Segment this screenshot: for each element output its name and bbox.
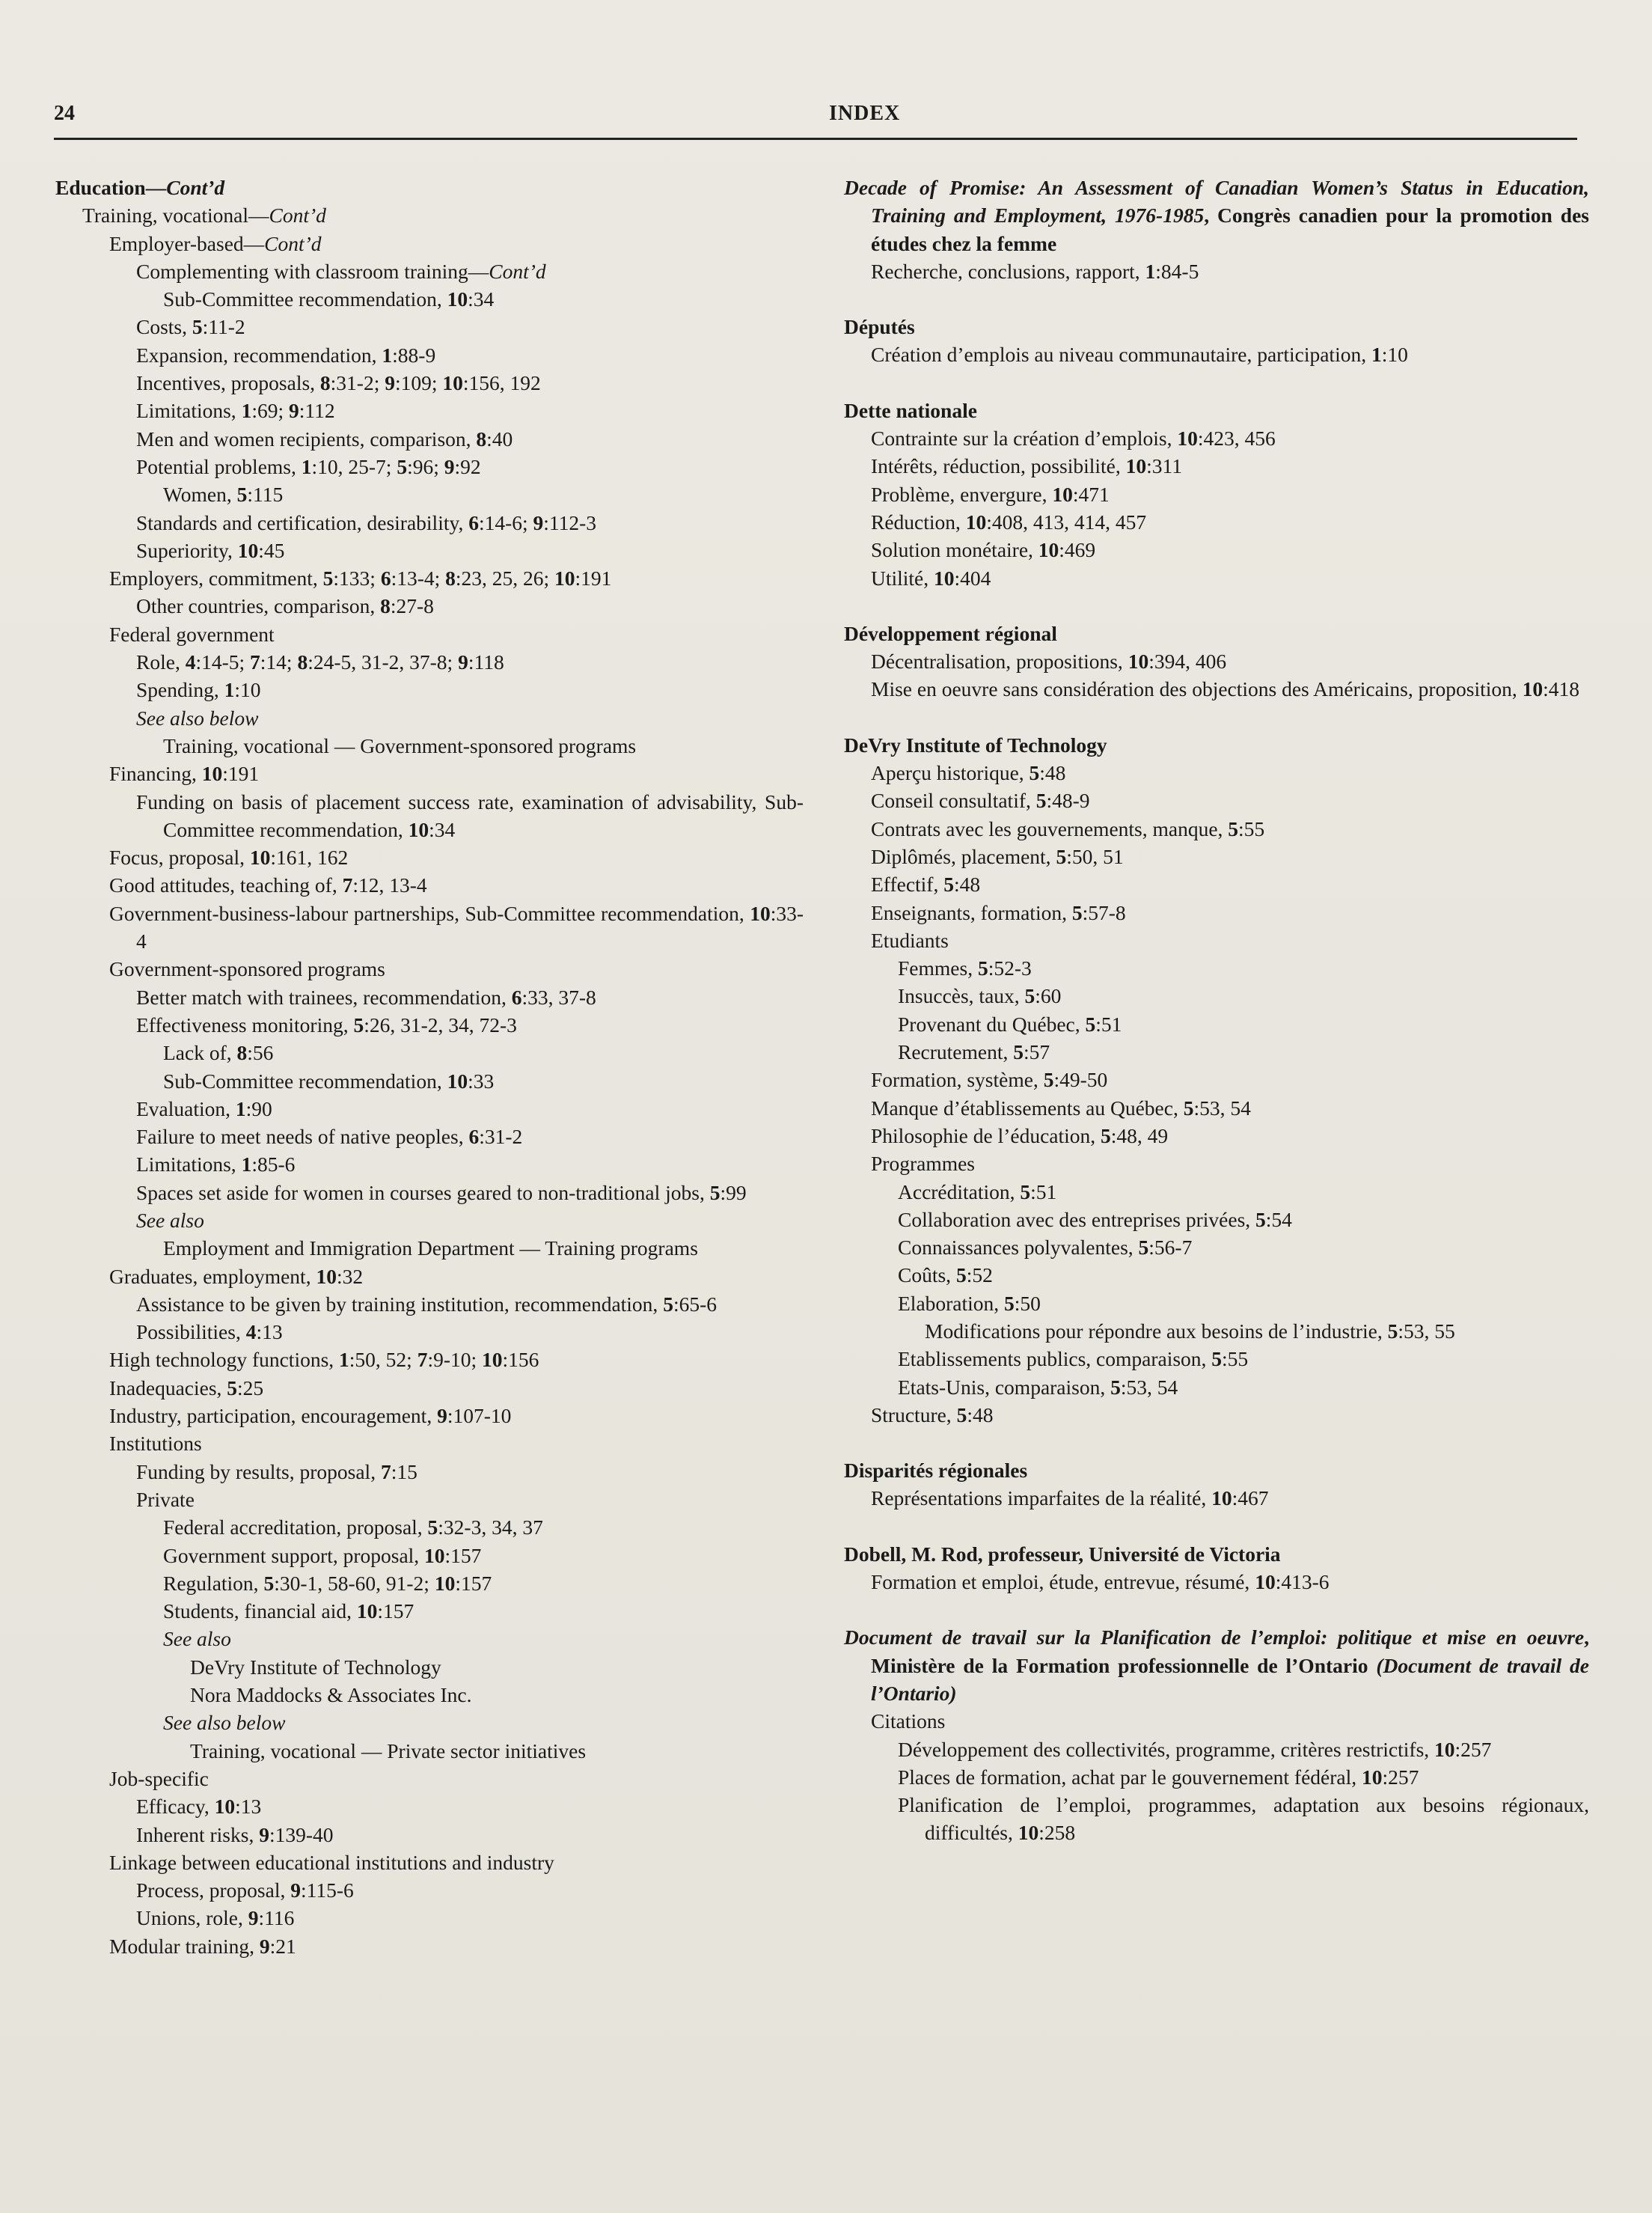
index-entry: Men and women recipients, comparison, 8:40: [136, 427, 513, 451]
entry-spacer: [844, 1596, 1589, 1623]
index-entry: Unions, role, 9:116: [136, 1906, 295, 1930]
index-entry: Etudiants: [871, 928, 949, 952]
index-entry: See also below: [163, 1711, 286, 1735]
index-entry: Inherent risks, 9:139-40: [136, 1822, 334, 1846]
index-entry: Focus, proposal, 10:161, 162: [109, 846, 349, 870]
index-entry: Modifications pour répondre aux besoins de l’industrie, 5:53, 55: [925, 1319, 1455, 1343]
index-entry: Institutions: [109, 1432, 202, 1456]
index-entry: Conseil consultatif, 5:48-9: [871, 789, 1090, 813]
index-entry: Structure, 5:48: [871, 1402, 994, 1426]
index-heading: DeVry Institute of Technology: [844, 733, 1107, 757]
index-entry: Programmes: [871, 1152, 976, 1176]
index-entry: Assistance to be given by training institution, recommendation, 5:65-6: [136, 1292, 717, 1316]
index-entry: Employers, commitment, 5:133; 6:13-4; 8:23, 25, 26; 10:191: [109, 567, 612, 590]
index-entry: Accréditation, 5:51: [898, 1179, 1057, 1203]
index-entry: Femmes, 5:52-3: [898, 956, 1032, 980]
index-entry: Government-business-labour partnerships, Sub-Committee recommendation, 10:33-4: [109, 901, 804, 953]
entry-spacer: [844, 285, 1589, 313]
index-entry: Standards and certification, desirability, 6:14-6; 9:112-3: [136, 510, 597, 534]
index-entry: Limitations, 1:85-6: [136, 1153, 296, 1176]
index-heading: Dobell, M. Rod, professeur, Université de Victoria: [844, 1542, 1281, 1566]
index-entry: Solution monétaire, 10:469: [871, 538, 1096, 562]
index-entry: Industry, participation, encouragement, 9:107-10: [109, 1404, 512, 1428]
index-entry: Effectiveness monitoring, 5:26, 31-2, 34, 72-3: [136, 1013, 517, 1037]
index-entry: Recherche, conclusions, rapport, 1:84-5: [871, 259, 1199, 283]
index-entry: Modular training, 9:21: [109, 1934, 296, 1958]
index-entry: See also below: [136, 706, 259, 730]
entry-spacer: [844, 1513, 1589, 1540]
index-entry: Private: [136, 1487, 195, 1511]
index-entry: Manque d’établissements au Québec, 5:53, 54: [871, 1096, 1251, 1120]
index-entry: Employer-based—Cont’d: [109, 231, 322, 255]
index-entry: Intérêts, réduction, possibilité, 10:311: [871, 454, 1182, 478]
index-entry: Utilité, 10:404: [871, 566, 991, 590]
index-entry: Inadequacies, 5:25: [109, 1376, 264, 1399]
index-entry: Graduates, employment, 10:32: [109, 1264, 364, 1288]
index-entry: Recrutement, 5:57: [898, 1040, 1050, 1064]
entry-spacer: [844, 1429, 1589, 1456]
index-entry: Regulation, 5:30-1, 58-60, 91-2; 10:157: [163, 1571, 492, 1595]
index-entry: Good attitudes, teaching of, 7:12, 13-4: [109, 873, 427, 897]
index-entry: Provenant du Québec, 5:51: [898, 1012, 1122, 1036]
running-head: INDEX: [829, 102, 901, 125]
index-entry: Failure to meet needs of native peoples, 6:31-2: [136, 1125, 523, 1149]
index-entry: Possibilities, 4:13: [136, 1320, 283, 1344]
index-heading: Développement régional: [844, 621, 1057, 645]
index-heading: Document de travail sur la Planification de l’emploi: politique et mise en oeuvre, Ministère de la Formation professionnelle de l’Ontario (Document de travail de l’Ontario): [844, 1626, 1589, 1705]
index-entry: Other countries, comparison, 8:27-8: [136, 594, 434, 618]
index-entry: Financing, 10:191: [109, 762, 260, 786]
index-entry: Décentralisation, propositions, 10:394, 406: [871, 650, 1227, 674]
index-heading: Education—Cont’d: [55, 176, 225, 199]
index-entry: Funding on basis of placement success rate, examination of advisability, Sub-Committee recommendation, 10:34: [136, 790, 804, 841]
index-entry: See also: [163, 1627, 231, 1651]
index-entry: Linkage between educational institutions and industry: [109, 1850, 554, 1874]
index-heading: Disparités régionales: [844, 1459, 1028, 1483]
index-entry: Places de formation, achat par le gouvernement fédéral, 10:257: [898, 1765, 1419, 1789]
index-entry: Better match with trainees, recommendation, 6:33, 37-8: [136, 985, 596, 1009]
index-entry: Students, financial aid, 10:157: [163, 1599, 414, 1623]
index-entry: Role, 4:14-5; 7:14; 8:24-5, 31-2, 37-8; 9:118: [136, 650, 504, 674]
index-heading: Dette nationale: [844, 398, 977, 422]
index-entry: Sub-Committee recommendation, 10:34: [163, 287, 495, 311]
index-entry: Mise en oeuvre sans considération des objections des Américains, proposition, 10:418: [871, 677, 1580, 701]
index-entry: Nora Maddocks & Associates Inc.: [190, 1683, 472, 1707]
index-entry: Process, proposal, 9:115-6: [136, 1878, 354, 1902]
index-entry: Training, vocational — Private sector initiatives: [190, 1739, 587, 1762]
index-entry: Citations: [871, 1709, 946, 1733]
index-entry: Federal government: [109, 622, 275, 646]
index-entry: High technology functions, 1:50, 52; 7:9-10; 10:156: [109, 1348, 539, 1372]
index-entry: Réduction, 10:408, 413, 414, 457: [871, 510, 1147, 534]
index-entry: Formation et emploi, étude, entrevue, résumé, 10:413-6: [871, 1570, 1330, 1594]
index-entry: Employment and Immigration Department — Training programs: [163, 1236, 698, 1260]
index-entry: Formation, système, 5:49-50: [871, 1068, 1108, 1092]
index-entry: Philosophie de l’éducation, 5:48, 49: [871, 1123, 1169, 1147]
index-entry: Développement des collectivités, programme, critères restrictifs, 10:257: [898, 1737, 1492, 1761]
entry-spacer: [844, 592, 1589, 620]
index-entry: Complementing with classroom training—Cont’d: [136, 259, 546, 283]
index-entry: Contrats avec les gouvernements, manque, 5:55: [871, 816, 1265, 840]
index-entry: Diplômés, placement, 5:50, 51: [871, 844, 1124, 868]
index-entry: Incentives, proposals, 8:31-2; 9:109; 10:156, 192: [136, 371, 541, 395]
index-entry: Government-sponsored programs: [109, 957, 385, 981]
index-entry: DeVry Institute of Technology: [190, 1655, 441, 1679]
index-entry: See also: [136, 1208, 204, 1232]
index-entry: Lack of, 8:56: [163, 1041, 274, 1065]
index-entry: Etats-Unis, comparaison, 5:53, 54: [898, 1375, 1178, 1399]
index-entry: Spaces set aside for women in courses geared to non-traditional jobs, 5:99: [136, 1180, 747, 1204]
index-entry: Spending, 1:10: [136, 678, 261, 702]
index-entry: Training, vocational — Government-sponsored programs: [163, 733, 637, 757]
index-entry: Enseignants, formation, 5:57-8: [871, 900, 1126, 924]
index-column-right: [844, 174, 1589, 1847]
index-entry: Evaluation, 1:90: [136, 1096, 272, 1120]
index-heading: Députés: [844, 315, 915, 339]
index-entry: Funding by results, proposal, 7:15: [136, 1459, 417, 1483]
index-entry: Effectif, 5:48: [871, 873, 981, 897]
index-entry: Connaissances polyvalentes, 5:56-7: [898, 1236, 1193, 1260]
entry-spacer: [844, 703, 1589, 731]
index-entry: Aperçu historique, 5:48: [871, 761, 1066, 785]
index-entry: Potential problems, 1:10, 25-7; 5:96; 9:92: [136, 454, 481, 478]
index-entry: Elaboration, 5:50: [898, 1291, 1041, 1315]
index-entry: Représentations imparfaites de la réalité, 10:467: [871, 1486, 1269, 1510]
index-entry: Insuccès, taux, 5:60: [898, 984, 1062, 1008]
page-number: 24: [54, 102, 75, 125]
index-entry: Superiority, 10:45: [136, 538, 285, 562]
index-entry: Women, 5:115: [163, 483, 284, 507]
index-heading: Decade of Promise: An Assessment of Canadian Women’s Status in Education, Training and Employment, 1976-1985, Congrès canadien pour la promotion des études chez la femme: [844, 176, 1589, 255]
index-entry: Planification de l’emploi, programmes, adaptation aux besoins régionaux, difficultés, 10:258: [898, 1793, 1589, 1845]
index-entry: Collaboration avec des entreprises privées, 5:54: [898, 1207, 1292, 1231]
index-entry: Contrainte sur la création d’emplois, 10:423, 456: [871, 427, 1276, 451]
index-entry: Problème, envergure, 10:471: [871, 482, 1110, 506]
index-entry: Limitations, 1:69; 9:112: [136, 399, 335, 423]
index-column-left: [55, 174, 804, 1960]
entry-spacer: [844, 369, 1589, 397]
index-entry: Job-specific: [109, 1766, 209, 1790]
index-entry: Federal accreditation, proposal, 5:32-3, 34, 37: [163, 1515, 543, 1539]
index-entry: Efficacy, 10:13: [136, 1795, 262, 1819]
index-entry: Création d’emplois au niveau communautaire, participation, 1:10: [871, 343, 1408, 367]
index-entry: Coûts, 5:52: [898, 1263, 993, 1287]
index-entry: Government support, proposal, 10:157: [163, 1543, 482, 1567]
index-entry: Etablissements publics, comparaison, 5:55: [898, 1347, 1249, 1371]
index-entry: Sub-Committee recommendation, 10:33: [163, 1069, 495, 1093]
index-entry: Training, vocational—Cont’d: [82, 204, 326, 228]
index-entry: Expansion, recommendation, 1:88-9: [136, 343, 436, 367]
page-header: [54, 102, 1577, 140]
index-entry: Costs, 5:11-2: [136, 315, 245, 339]
